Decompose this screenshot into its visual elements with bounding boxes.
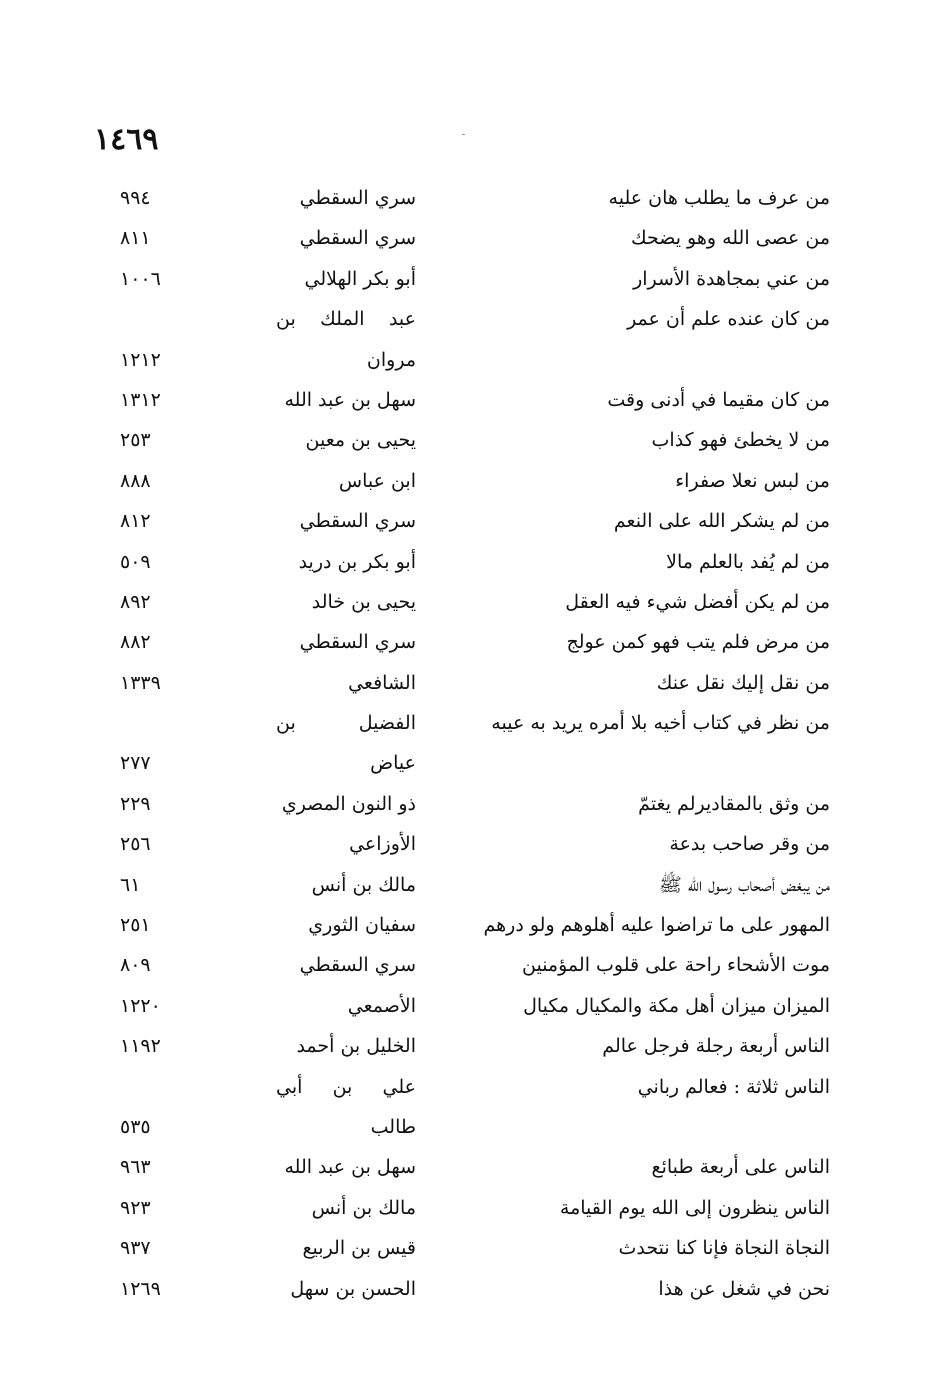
narrator-name: علي بن أبي [276,1075,416,1098]
index-entry [0,1147,946,1187]
index-entry [0,420,946,460]
narrator-name: سري السقطي [299,631,416,654]
narrator-name: الفضيل بن [276,712,416,735]
narrator-name: عياض [370,752,416,775]
narrator-name: الأوزاعي [349,833,416,856]
saying-text: من وقر صاحب بدعة [669,833,830,856]
page-reference: ٩٦٣ [120,1156,151,1179]
saying-text: من لم يُفد بالعلم مالا [666,550,830,573]
page-reference: ١٢٦٩ [120,1277,161,1300]
index-entry [0,986,946,1026]
narrator-name: قيس بن الربيع [302,1237,416,1260]
index-entry [0,945,946,985]
page-reference: ٥٣٥ [120,1115,151,1138]
index-entry [0,703,946,743]
index-entry [0,178,946,218]
saying-text: الناس ثلاثة : فعالم رباني [637,1075,830,1098]
narrator-name: ذو النون المصري [281,792,416,815]
page-reference: ٨١١ [120,227,151,250]
narrator-name: سري السقطي [299,227,416,250]
page-reference: ١١٩٢ [120,1035,161,1058]
index-entry [0,1067,946,1107]
index-entry [0,1188,946,1228]
narrator-name: الأصمعي [347,994,416,1017]
index-entry [0,501,946,541]
saying-text: الميزان ميزان أهل مكة والمكيال مكيال [523,994,830,1017]
narrator-name: أبو بكر الهلالي [304,267,416,290]
page-number: ١٤٦٩ [94,122,159,157]
index-entry [0,461,946,501]
sayings-index-list [0,178,946,1309]
saying-text: من مرض فلم يتب فهو كمن عولج [566,631,830,654]
saying-text: نحن في شغل عن هذا [658,1277,830,1300]
saying-text: من وثق بالمقاديرلم يغتمّ [638,792,830,815]
page-reference: ٦١ [120,873,141,896]
scan-mark [462,134,465,135]
page-reference: ٥٠٩ [120,550,151,573]
narrator-name: الحسن بن سهل [290,1277,416,1300]
page-reference: ٨١٢ [120,510,151,533]
page-reference: ٢٥٣ [120,429,151,452]
index-entry [0,1228,946,1268]
index-entry [0,622,946,662]
narrator-name: طالب [370,1115,416,1138]
narrator-name: يحيى بن معين [305,429,416,452]
narrator-name: أبو بكر بن دريد [298,550,416,573]
narrator-name: يحيى بن خالد [311,590,416,613]
page-reference: ٨٨٢ [120,631,151,654]
index-entry [0,784,946,824]
saying-text: من لا يخطئ فهو كذاب [651,429,830,452]
index-entry [0,542,946,582]
index-entry [0,1269,946,1309]
saying-text: من كان عنده علم أن عمر [627,308,830,331]
page-reference: ٢٧٧ [120,752,151,775]
saying-text: موت الأشحاء راحة على قلوب المؤمنين [522,954,830,977]
index-entry [0,865,946,905]
narrator-name: مالك بن أنس [311,873,416,896]
page-reference: ٩٢٣ [120,1196,151,1219]
narrator-name: سهل بن عبد الله [284,388,416,411]
narrator-name: سري السقطي [299,954,416,977]
saying-text: من يبغض أصحاب رسول الله ﷺ [658,873,830,896]
page-reference: ٨٨٨ [120,469,151,492]
saying-text: من لم يشكر الله على النعم [613,510,830,533]
narrator-name: سري السقطي [299,187,416,209]
saying-text: المهور على ما تراضوا عليه أهلوهم ولو درهم [483,914,830,937]
page-reference: ١٢٢٠ [120,994,161,1017]
page-reference: ٩٣٧ [120,1237,151,1260]
narrator-name: الخليل بن أحمد [296,1035,416,1058]
narrator-name: عبد الملك بن [276,308,416,331]
saying-text: من كان مقيما في أدنى وقت [607,388,830,411]
page-reference: ٨٠٩ [120,954,151,977]
saying-text: الناس أربعة رجلة فرجل عالم [602,1035,830,1058]
index-entry [0,743,946,783]
page-reference: ١٣١٢ [120,388,161,411]
narrator-name: مالك بن أنس [311,1196,416,1219]
index-entry [0,259,946,299]
narrator-name: مروان [366,348,416,371]
saying-text: من لبس نعلا صفراء [675,469,830,492]
page-reference: ٢٥٦ [120,833,151,856]
narrator-name: الشافعي [348,671,416,694]
narrator-name: ابن عباس [338,469,416,492]
narrator-name: سهل بن عبد الله [284,1156,416,1179]
index-entry [0,582,946,622]
index-entry [0,1107,946,1147]
saying-text: من عرف ما يطلب هان عليه [608,187,830,209]
page-reference: ٢٥١ [120,914,151,937]
page-reference: ١٠٠٦ [120,267,161,290]
index-entry [0,824,946,864]
page-reference: ٩٩٤ [120,187,151,209]
saying-text: من عصى الله وهو يضحك [630,227,830,250]
page-reference: ٨٩٢ [120,590,151,613]
page-reference: ١٣٣٩ [120,671,161,694]
saying-text: من نقل إليك نقل عنك [656,671,830,694]
index-entry [0,299,946,339]
page-reference: ١٢١٢ [120,348,161,371]
saying-text: من نظر في كتاب أخيه بلا أمره يريد به عيبه [491,712,830,735]
page-reference: ٢٢٩ [120,792,151,815]
saying-text: من عني بمجاهدة الأسرار [633,267,830,290]
index-entry [0,905,946,945]
index-entry [0,663,946,703]
narrator-name: سري السقطي [299,510,416,533]
saying-text: من لم يكن أفضل شيء فيه العقل [565,590,830,613]
saying-text: الناس على أربعة طبائع [651,1156,830,1179]
index-entry [0,218,946,258]
narrator-name: سفيان الثوري [308,914,416,937]
saying-text: الناس ينظرون إلى الله يوم القيامة [559,1196,830,1219]
saying-text: النجاة النجاة فإنا كنا نتحدث [618,1237,830,1260]
index-entry [0,340,946,380]
index-entry [0,1026,946,1066]
index-entry [0,380,946,420]
